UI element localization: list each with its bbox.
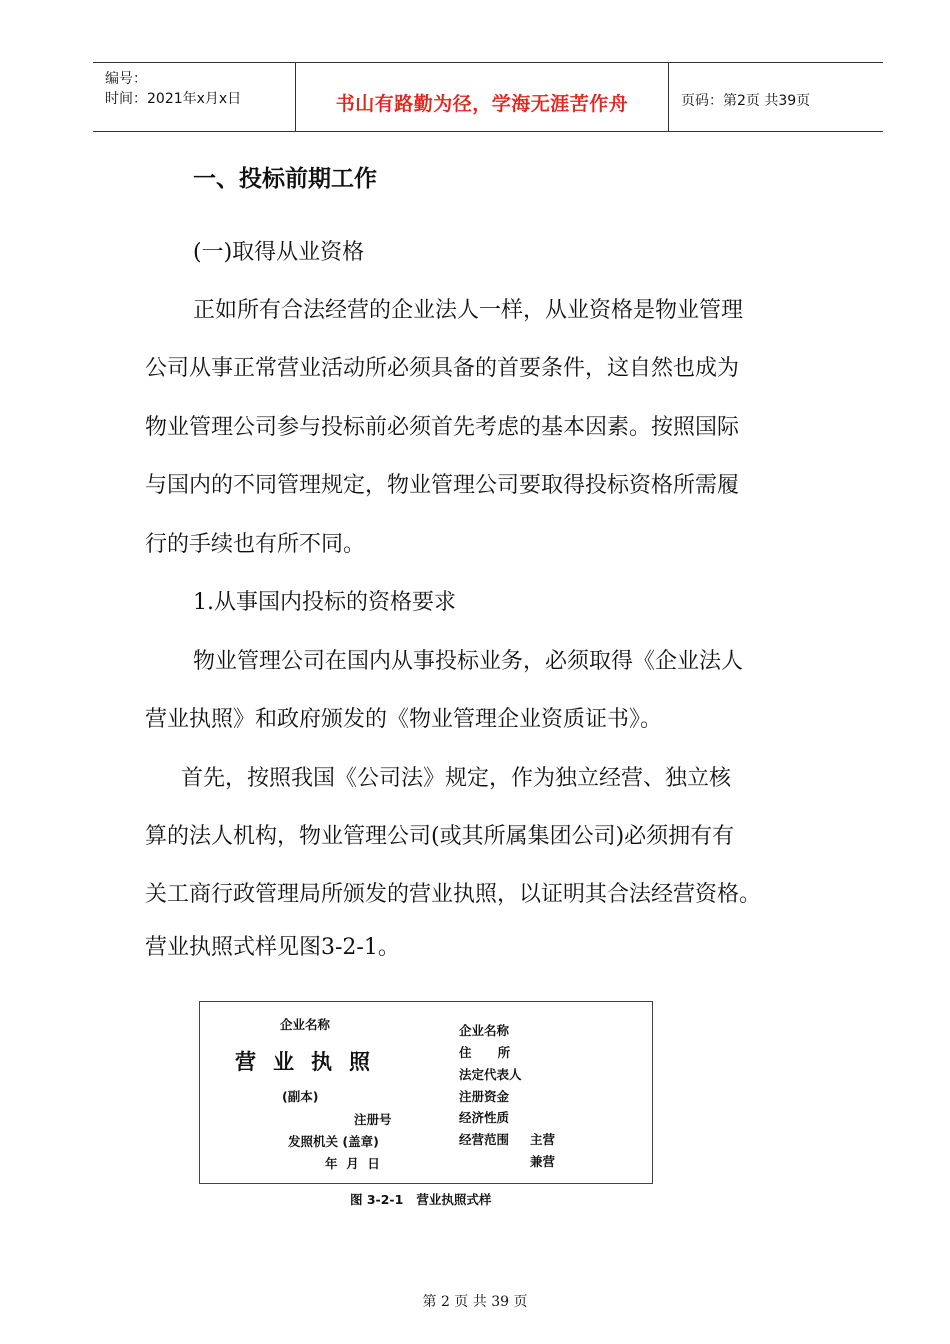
paragraph-line: 与国内的不同管理规定，物业管理公司要取得投标资格所需履 bbox=[145, 473, 740, 498]
document-header bbox=[93, 62, 883, 132]
paragraph-line: 首先，按照我国《公司法》规定，作为独立经营、独立核 bbox=[181, 766, 732, 791]
figure-caption: 图 3-2-1 营业执照式样 bbox=[350, 1192, 492, 1207]
paragraph-line: 物业管理公司参与投标前必须首先考虑的基本因素。按照国际 bbox=[145, 415, 740, 440]
license-field-nature: 经济性质 bbox=[459, 1110, 510, 1125]
list-item-heading: 1.从事国内投标的资格要求 bbox=[193, 590, 456, 615]
paragraph-line: 营业执照》和政府颁发的《物业管理企业资质证书》。 bbox=[145, 707, 663, 732]
header-motto-cell bbox=[296, 63, 669, 131]
license-company-name: 企业名称 bbox=[280, 1017, 331, 1032]
license-field-legal: 法定代表人 bbox=[459, 1067, 522, 1082]
license-issuer: 发照机关 (盖章) bbox=[288, 1134, 379, 1149]
paragraph-line: 正如所有合法经营的企业法人一样，从业资格是物业管理 bbox=[193, 298, 744, 323]
paragraph-line: 关工商行政管理局所颁发的营业执照，以证明其合法经营资格。 bbox=[145, 882, 762, 907]
license-field-address: 住 所 bbox=[459, 1045, 511, 1060]
header-page-cell bbox=[669, 63, 883, 131]
number-label: 编号： bbox=[105, 71, 147, 87]
page-footer: 第 2 页 共 39 页 bbox=[422, 1294, 528, 1310]
paragraph-line: 公司从事正常营业活动所必须具备的首要条件，这自然也成为 bbox=[145, 356, 740, 381]
license-field-side: 兼营 bbox=[530, 1154, 556, 1169]
time-label: 时间：2021年x月x日 bbox=[105, 91, 242, 107]
paragraph-line: 物业管理公司在国内从事投标业务，必须取得《企业法人 bbox=[193, 649, 744, 674]
license-field-main: 主营 bbox=[530, 1132, 556, 1147]
subheading: (一)取得从业资格 bbox=[193, 240, 365, 265]
license-reg-no: 注册号 bbox=[354, 1112, 392, 1127]
license-field-capital: 注册资金 bbox=[459, 1089, 510, 1104]
license-title: 营业执照 bbox=[235, 1050, 387, 1074]
license-field-company: 企业名称 bbox=[459, 1023, 510, 1038]
paragraph-line: 算的法人机构，物业管理公司(或其所属集团公司)必须拥有有 bbox=[145, 824, 735, 849]
business-license-figure bbox=[199, 1001, 653, 1184]
paragraph-line: 营业执照式样见图3-2-1。 bbox=[145, 935, 400, 960]
page-info: 页码：第2页 共39页 bbox=[681, 93, 811, 109]
license-field-scope: 经营范围 bbox=[459, 1132, 510, 1147]
motto: 书山有路勤为径，学海无涯苦作舟 bbox=[335, 93, 629, 115]
license-date: 年 月 日 bbox=[325, 1156, 380, 1171]
header-meta-cell bbox=[93, 63, 296, 131]
license-copy-label: (副本) bbox=[282, 1089, 319, 1104]
paragraph-line: 行的手续也有所不同。 bbox=[145, 532, 366, 557]
section-heading: 一、投标前期工作 bbox=[193, 166, 377, 192]
